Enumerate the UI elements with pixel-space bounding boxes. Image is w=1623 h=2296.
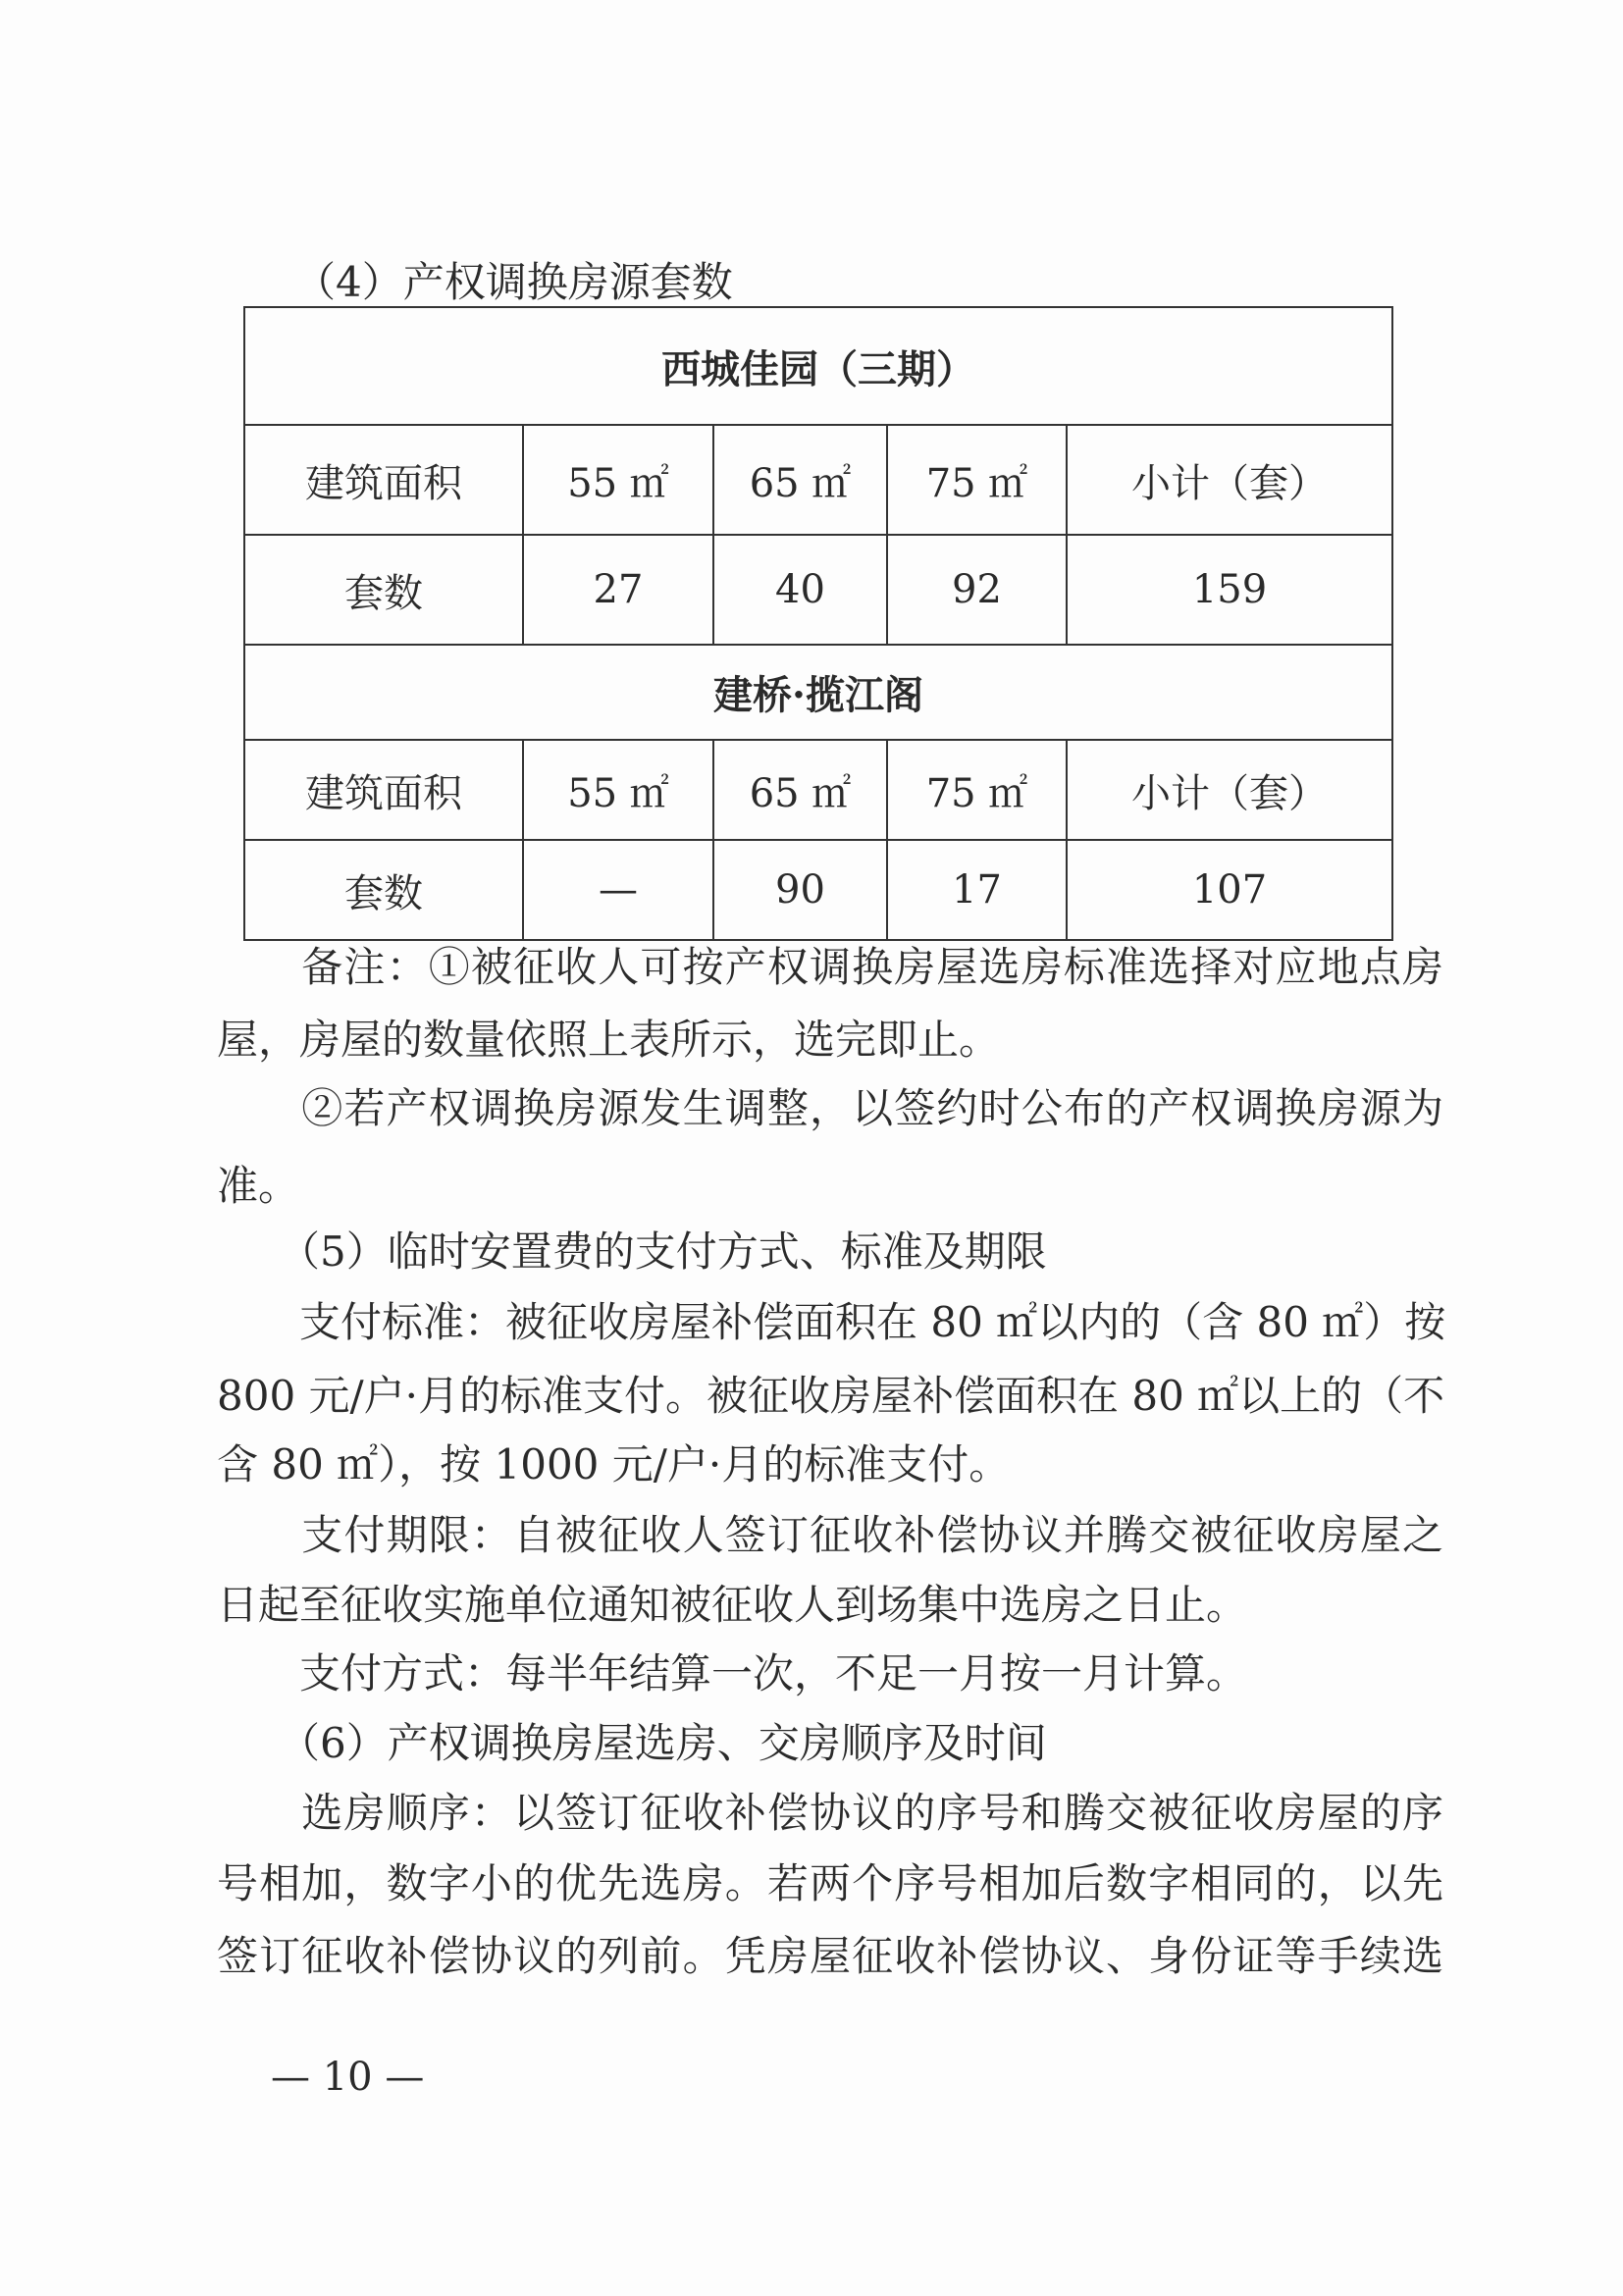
text-line: 备注：①被征收人可按产权调换房屋选房标准选择对应地点房: [217, 943, 1443, 991]
table-title: 建桥·揽江阁: [244, 645, 1392, 740]
table-cell: 65 ㎡: [713, 425, 887, 535]
section-heading: （4）产权调换房源套数: [294, 258, 733, 306]
text-line: 号相加，数字小的优先选房。若两个序号相加后数字相同的，以先: [217, 1859, 1443, 1907]
table-cell: 套数: [244, 840, 523, 940]
table-cell: 92: [887, 535, 1067, 645]
text-line: 含 80 ㎡），按 1000 元/户·月的标准支付。: [217, 1440, 1011, 1488]
table-cell: 40: [713, 535, 887, 645]
text-line: （5）临时安置费的支付方式、标准及期限: [217, 1227, 1047, 1276]
text-line: （6）产权调换房屋选房、交房顺序及时间: [217, 1719, 1047, 1767]
table-cell: 27: [523, 535, 713, 645]
table-cell: 75 ㎡: [887, 425, 1067, 535]
table-cell: 小计（套）: [1067, 425, 1392, 535]
housing-table: [243, 306, 1393, 941]
text-line: 支付方式：每半年结算一次，不足一月按一月计算。: [217, 1649, 1248, 1697]
table-cell: 107: [1067, 840, 1392, 940]
table-title: 西城佳园（三期）: [244, 307, 1392, 425]
table-cell: 建筑面积: [244, 740, 523, 840]
page-number: — 10 —: [271, 2055, 425, 2100]
table-cell: 17: [887, 840, 1067, 940]
table-cell: 75 ㎡: [887, 740, 1067, 840]
text-line: ②若产权调换房源发生调整，以签约时公布的产权调换房源为: [217, 1084, 1443, 1132]
text-line: 签订征收补偿协议的列前。凭房屋征收补偿协议、身份证等手续选: [217, 1932, 1443, 1980]
table-cell: 建筑面积: [244, 425, 523, 535]
table-cell: 90: [713, 840, 887, 940]
text-line: 选房顺序：以签订征收补偿协议的序号和腾交被征收房屋的序: [217, 1789, 1443, 1837]
text-line: 支付期限：自被征收人签订征收补偿协议并腾交被征收房屋之: [217, 1511, 1443, 1559]
table-cell: 159: [1067, 535, 1392, 645]
text-line: 准。: [217, 1162, 300, 1210]
text-line: 屋，房屋的数量依照上表所示，选完即止。: [217, 1016, 1001, 1064]
table-cell: 55 ㎡: [523, 740, 713, 840]
text-line: 支付标准：被征收房屋补偿面积在 80 ㎡以内的（含 80 ㎡）按: [217, 1298, 1446, 1346]
table-cell: —: [523, 840, 713, 940]
table-cell: 套数: [244, 535, 523, 645]
table-cell: 小计（套）: [1067, 740, 1392, 840]
text-line: 800 元/户·月的标准支付。被征收房屋补偿面积在 80 ㎡以上的（不: [217, 1372, 1445, 1420]
table-cell: 55 ㎡: [523, 425, 713, 535]
text-line: 日起至征收实施单位通知被征收人到场集中选房之日止。: [217, 1581, 1248, 1629]
table-cell: 65 ㎡: [713, 740, 887, 840]
